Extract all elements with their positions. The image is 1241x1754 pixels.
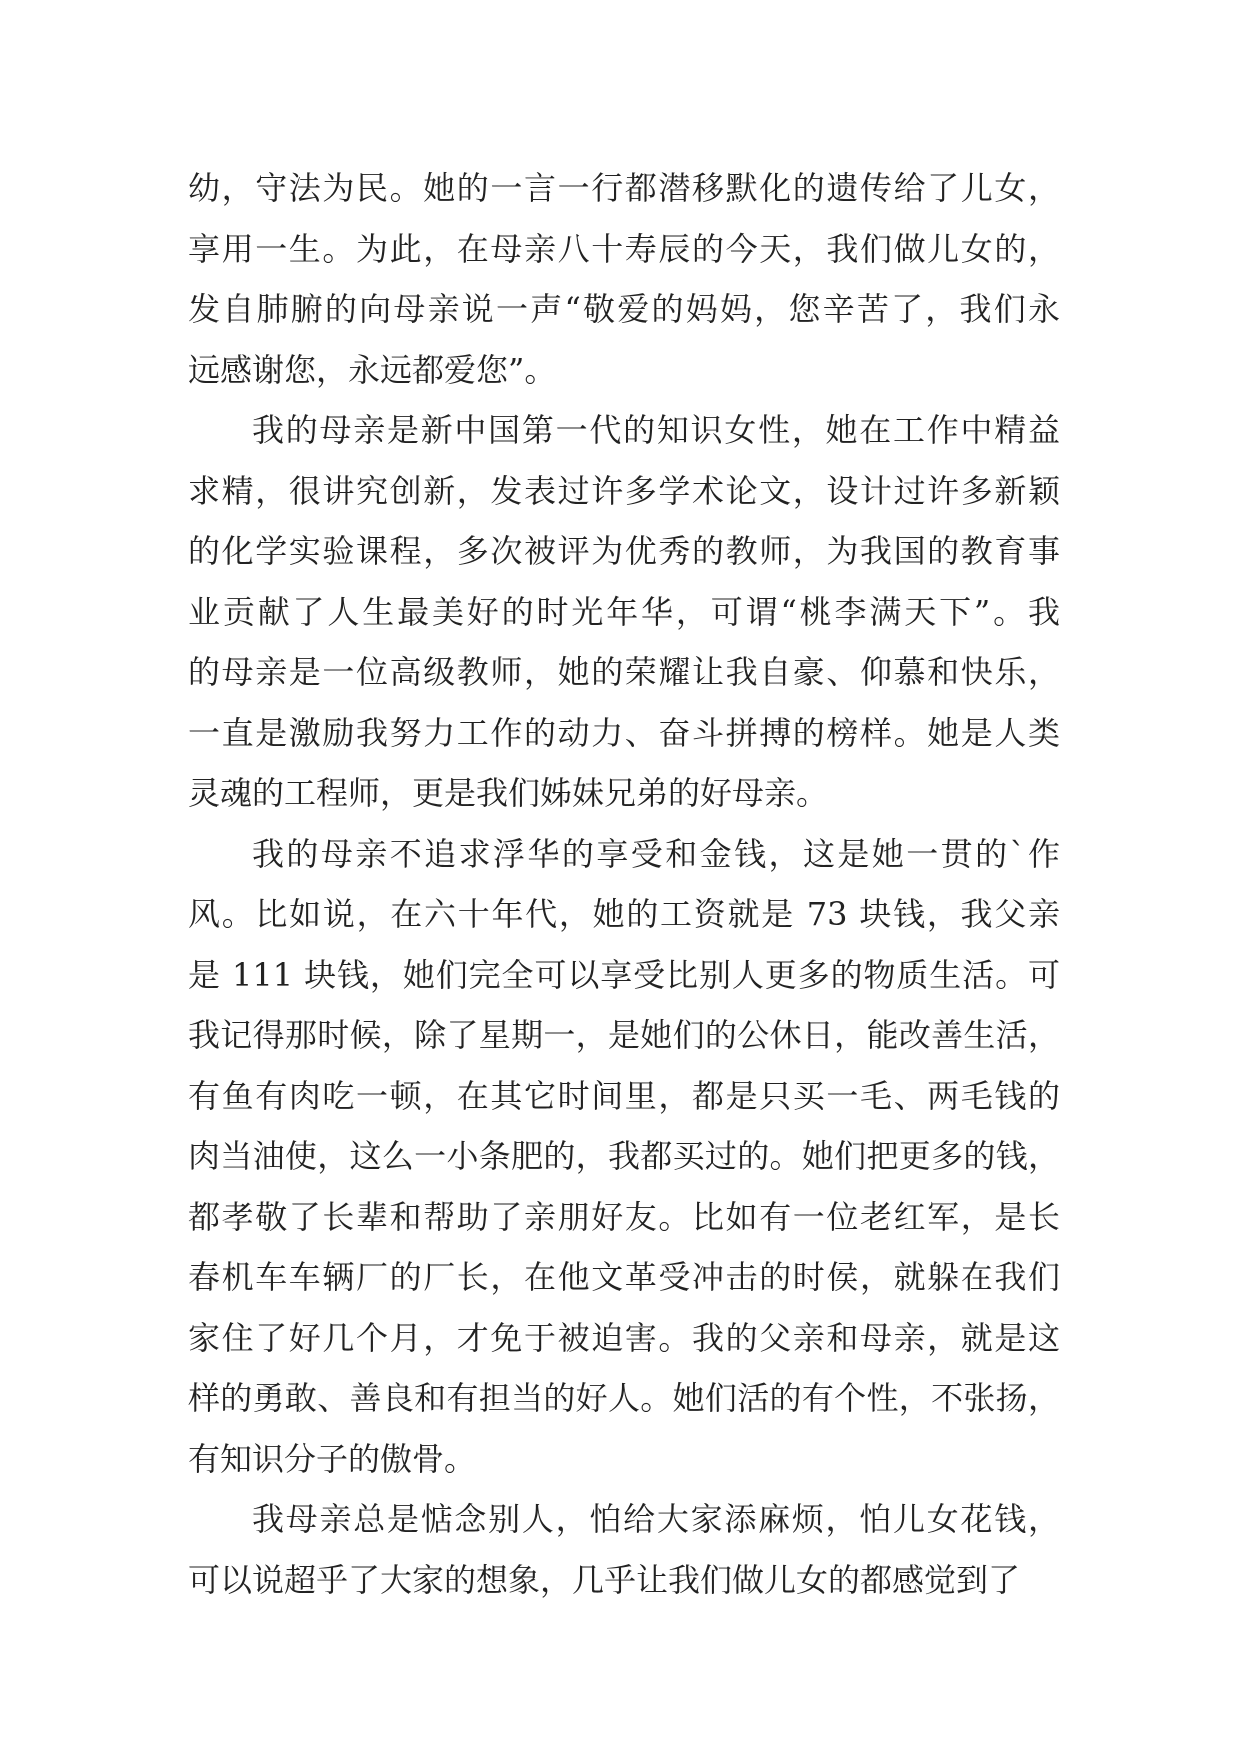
text-line: 可以说超乎了大家的想象，几乎让我们做儿女的都感觉到了 <box>188 1560 1021 1599</box>
text-line: 肉当油使，这么一小条肥的，我都买过的。她们把更多的钱， <box>188 1137 1060 1175</box>
text-line: 发自肺腑的向母亲说一声“敬爱的妈妈，您辛苦了，我们永 <box>188 290 1060 328</box>
text-line: 的化学实验课程，多次被评为优秀的教师，为我国的教育事 <box>188 532 1060 570</box>
paragraph-first-line: 我的母亲不追求浮华的享受和金钱，这是她一贯的`作 <box>252 834 1060 873</box>
text-line: 样的勇敢、善良和有担当的好人。她们活的有个性，不张扬， <box>188 1379 1060 1417</box>
text-line: 业贡献了人生最美好的时光年华，可谓“桃李满天下”。我 <box>188 592 1060 631</box>
text-line: 有鱼有肉吃一顿，在其它时间里，都是只买一毛、两毛钱的 <box>188 1076 1060 1115</box>
paragraph-first-line: 我母亲总是惦念别人，怕给大家添麻烦，怕儿女花钱， <box>252 1500 1060 1538</box>
text-line: 的母亲是一位高级教师，她的荣耀让我自豪、仰慕和快乐， <box>188 653 1060 691</box>
text-line: 有知识分子的傲骨。 <box>188 1439 477 1478</box>
text-line: 远感谢您，永远都爱您”。 <box>188 350 557 389</box>
text-line: 春机车车辆厂的厂长，在他文革受冲击的时侯，就躲在我们 <box>188 1258 1060 1296</box>
text-line: 都孝敬了长辈和帮助了亲朋好友。比如有一位老红军，是长 <box>188 1197 1060 1236</box>
text-line: 幼，守法为民。她的一言一行都潜移默化的遗传给了儿女， <box>188 169 1060 207</box>
text-line: 一直是激励我努力工作的动力、奋斗拼搏的榜样。她是人类 <box>188 713 1060 752</box>
text-line: 我记得那时候，除了星期一，是她们的公休日，能改善生活， <box>188 1016 1060 1054</box>
text-line: 家住了好几个月，才免于被迫害。我的父亲和母亲，就是这 <box>188 1318 1060 1357</box>
text-line: 灵魂的工程师，更是我们姊妹兄弟的好母亲。 <box>188 774 829 812</box>
text-line: 求精，很讲究创新，发表过许多学术论文，设计过许多新颖 <box>188 471 1060 510</box>
text-line: 风。比如说，在六十年代，她的工资就是 73 块钱，我父亲 <box>188 895 1060 933</box>
text-line: 享用一生。为此，在母亲八十寿辰的今天，我们做儿女的， <box>188 229 1060 268</box>
document-body <box>188 158 1060 1610</box>
text-line: 是 111 块钱，她们完全可以享受比别人更多的物质生活。可 <box>188 955 1060 994</box>
paragraph-first-line: 我的母亲是新中国第一代的知识女性，她在工作中精益 <box>252 411 1060 449</box>
